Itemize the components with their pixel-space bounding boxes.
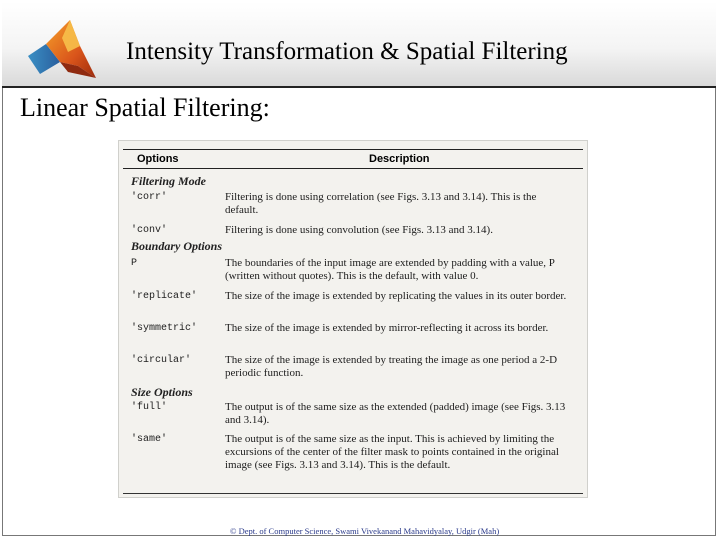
slide-header bbox=[2, 2, 716, 88]
option-description: The output is of the same size as the input. This is achieved by limiting the excursions of the center of the filter mask to points contained in the original image (see Figs. 3.13 and 3.14). This is the default. bbox=[225, 433, 559, 471]
option-description: The output is of the same size as the extended (padded) image (see Figs. 3.13 and 3.14). bbox=[225, 401, 566, 426]
option-name: 'conv' bbox=[131, 225, 168, 236]
option-description: Filtering is done using convolution (see Figs. 3.13 and 3.14). bbox=[225, 224, 493, 236]
option-description: The size of the image is extended by mirror-reflecting it across its border. bbox=[225, 322, 549, 334]
group-title-size-options: Size Options bbox=[131, 385, 193, 399]
option-name: 'replicate' bbox=[131, 291, 198, 302]
option-description: The boundaries of the input image are extended by padding with a value, P (written without quotes). This is the default, with value 0. bbox=[225, 257, 555, 282]
group-title-boundary-options: Boundary Options bbox=[131, 239, 223, 253]
option-name: 'circular' bbox=[131, 355, 192, 366]
column-header-options: Options bbox=[137, 153, 179, 165]
group-title-filtering-mode: Filtering Mode bbox=[131, 174, 207, 188]
option-description: The size of the image is extended by replicating the values in its outer border. bbox=[225, 290, 567, 302]
options-table bbox=[118, 140, 588, 498]
option-name: 'same' bbox=[131, 434, 168, 445]
option-name: 'corr' bbox=[131, 192, 168, 203]
option-name: 'full' bbox=[131, 402, 168, 413]
option-name: 'symmetric' bbox=[131, 323, 198, 334]
column-header-description: Description bbox=[369, 153, 430, 165]
table-header bbox=[123, 149, 583, 169]
option-description: The size of the image is extended by treating the image as one period a 2-D periodic function. bbox=[225, 354, 558, 379]
table-bottom-rule bbox=[123, 493, 583, 494]
option-name: P bbox=[131, 258, 138, 269]
slide-title: Intensity Transformation & Spatial Filtering bbox=[126, 38, 568, 65]
matlab-logo-icon bbox=[24, 16, 98, 86]
slide-footer: © Dept. of Computer Science, Swami Vivekanand Mahavidyalay, Udgir (Mah) bbox=[230, 526, 500, 536]
option-description: Filtering is done using correlation (see Figs. 3.13 and 3.14). This is the default. bbox=[225, 191, 537, 216]
slide-subtitle: Linear Spatial Filtering: bbox=[20, 93, 270, 122]
